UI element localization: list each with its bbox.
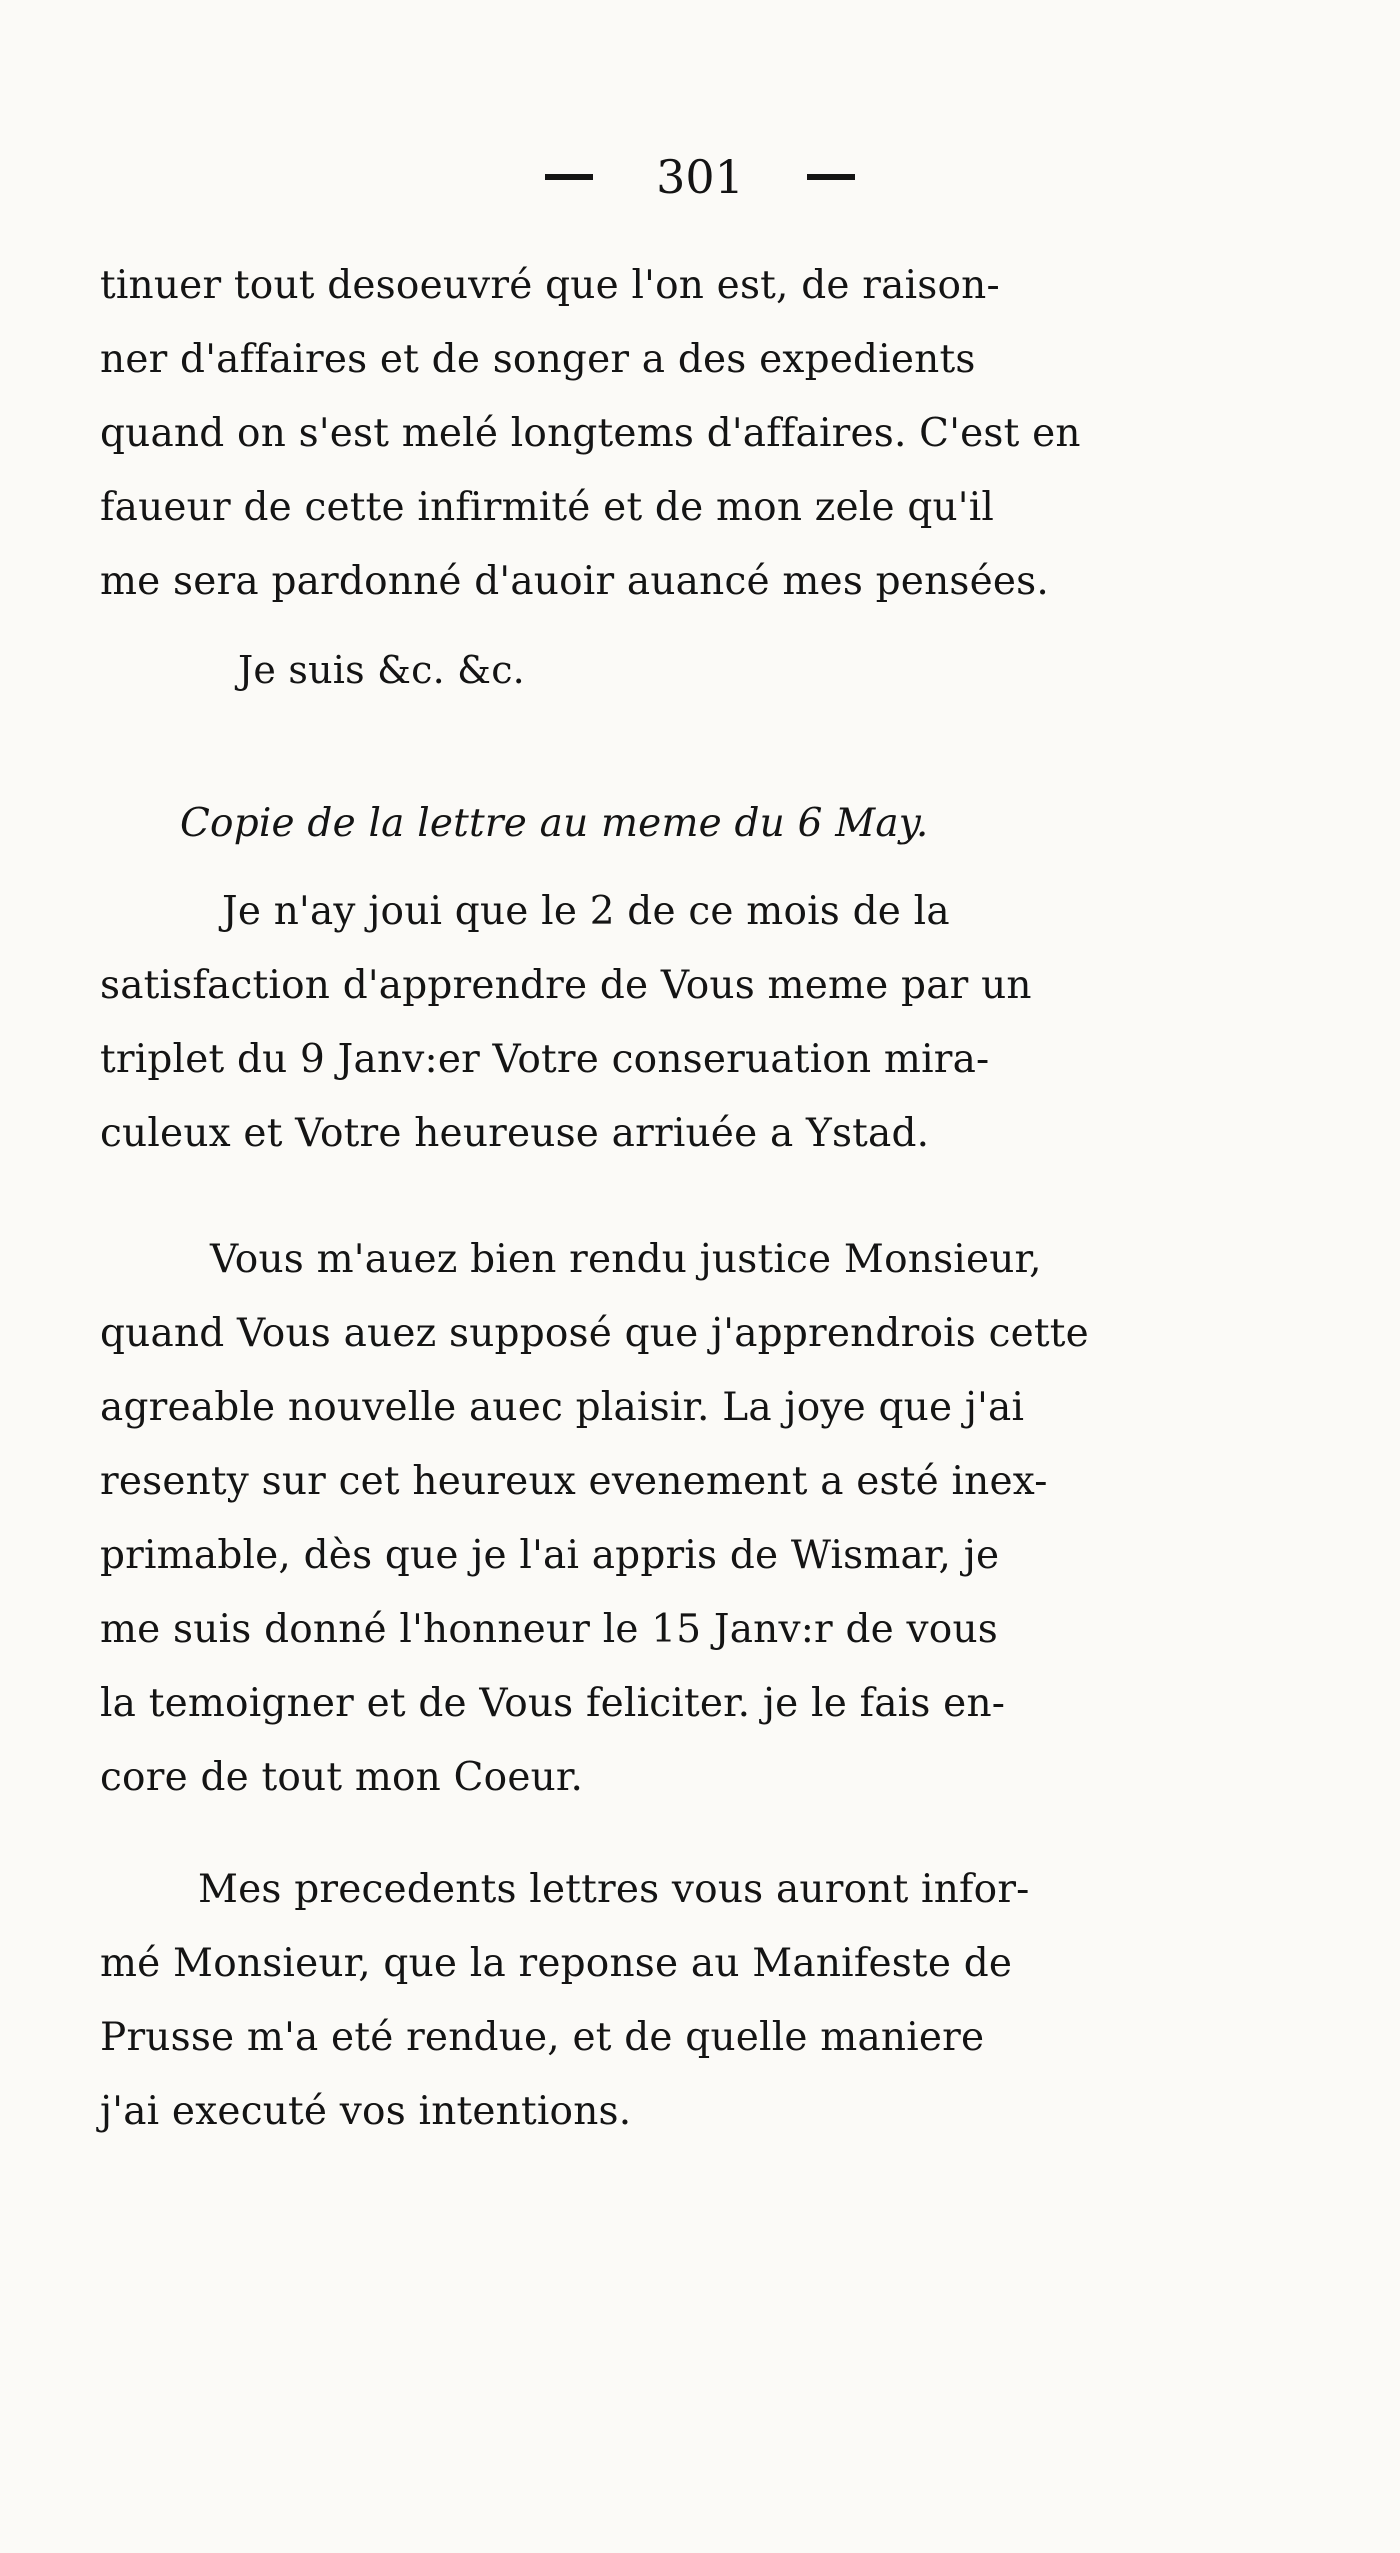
header-left-dash (545, 174, 593, 180)
page-header (0, 150, 1400, 230)
text-line: core de tout mon Coeur. (100, 1755, 584, 1800)
text-line: Je n'ay joui que le 2 de ce mois de la (222, 889, 950, 934)
text-line: Prusse m'a eté rendue, et de quelle maniere (100, 2015, 985, 2060)
text-line: resenty sur cet heureux evenement a esté inex- (100, 1459, 1048, 1504)
text-line: quand on s'est melé longtems d'affaires. C'est en (100, 411, 1081, 456)
text-line: quand Vous auez supposé que j'apprendrois cette (100, 1311, 1089, 1356)
page-number: 301 (656, 150, 744, 204)
text-line: satisfaction d'apprendre de Vous meme par un (100, 963, 1032, 1008)
text-line: mé Monsieur, que la reponse au Manifeste de (100, 1941, 1013, 1986)
header-right-dash (807, 174, 855, 180)
text-line: culeux et Votre heureuse arriuée a Ystad. (100, 1111, 930, 1156)
text-line: faueur de cette infirmité et de mon zele qu'il (100, 485, 995, 530)
section-heading: Copie de la lettre au meme du 6 May. (180, 801, 929, 846)
text-line: la temoigner et de Vous feliciter. je le fais en- (100, 1681, 1006, 1726)
text-line: agreable nouvelle auec plaisir. La joye que j'ai (100, 1385, 1025, 1430)
text-line: Mes precedents lettres vous auront infor- (198, 1867, 1030, 1912)
text-line: me suis donné l'honneur le 15 Janv:r de vous (100, 1607, 998, 1652)
text-line: j'ai executé vos intentions. (100, 2089, 632, 2134)
text-line: primable, dès que je l'ai appris de Wismar, je (100, 1533, 1000, 1578)
text-line: me sera pardonné d'auoir auancé mes pensées. (100, 559, 1049, 604)
text-line: tinuer tout desoeuvré que l'on est, de raison- (100, 263, 1000, 308)
text-line: triplet du 9 Janv:er Votre conseruation mira- (100, 1037, 990, 1082)
closing-signature: Je suis &c. &c. (238, 648, 525, 692)
text-line: ner d'affaires et de songer a des expedients (100, 337, 976, 382)
text-line: Vous m'auez bien rendu justice Monsieur, (210, 1237, 1042, 1282)
